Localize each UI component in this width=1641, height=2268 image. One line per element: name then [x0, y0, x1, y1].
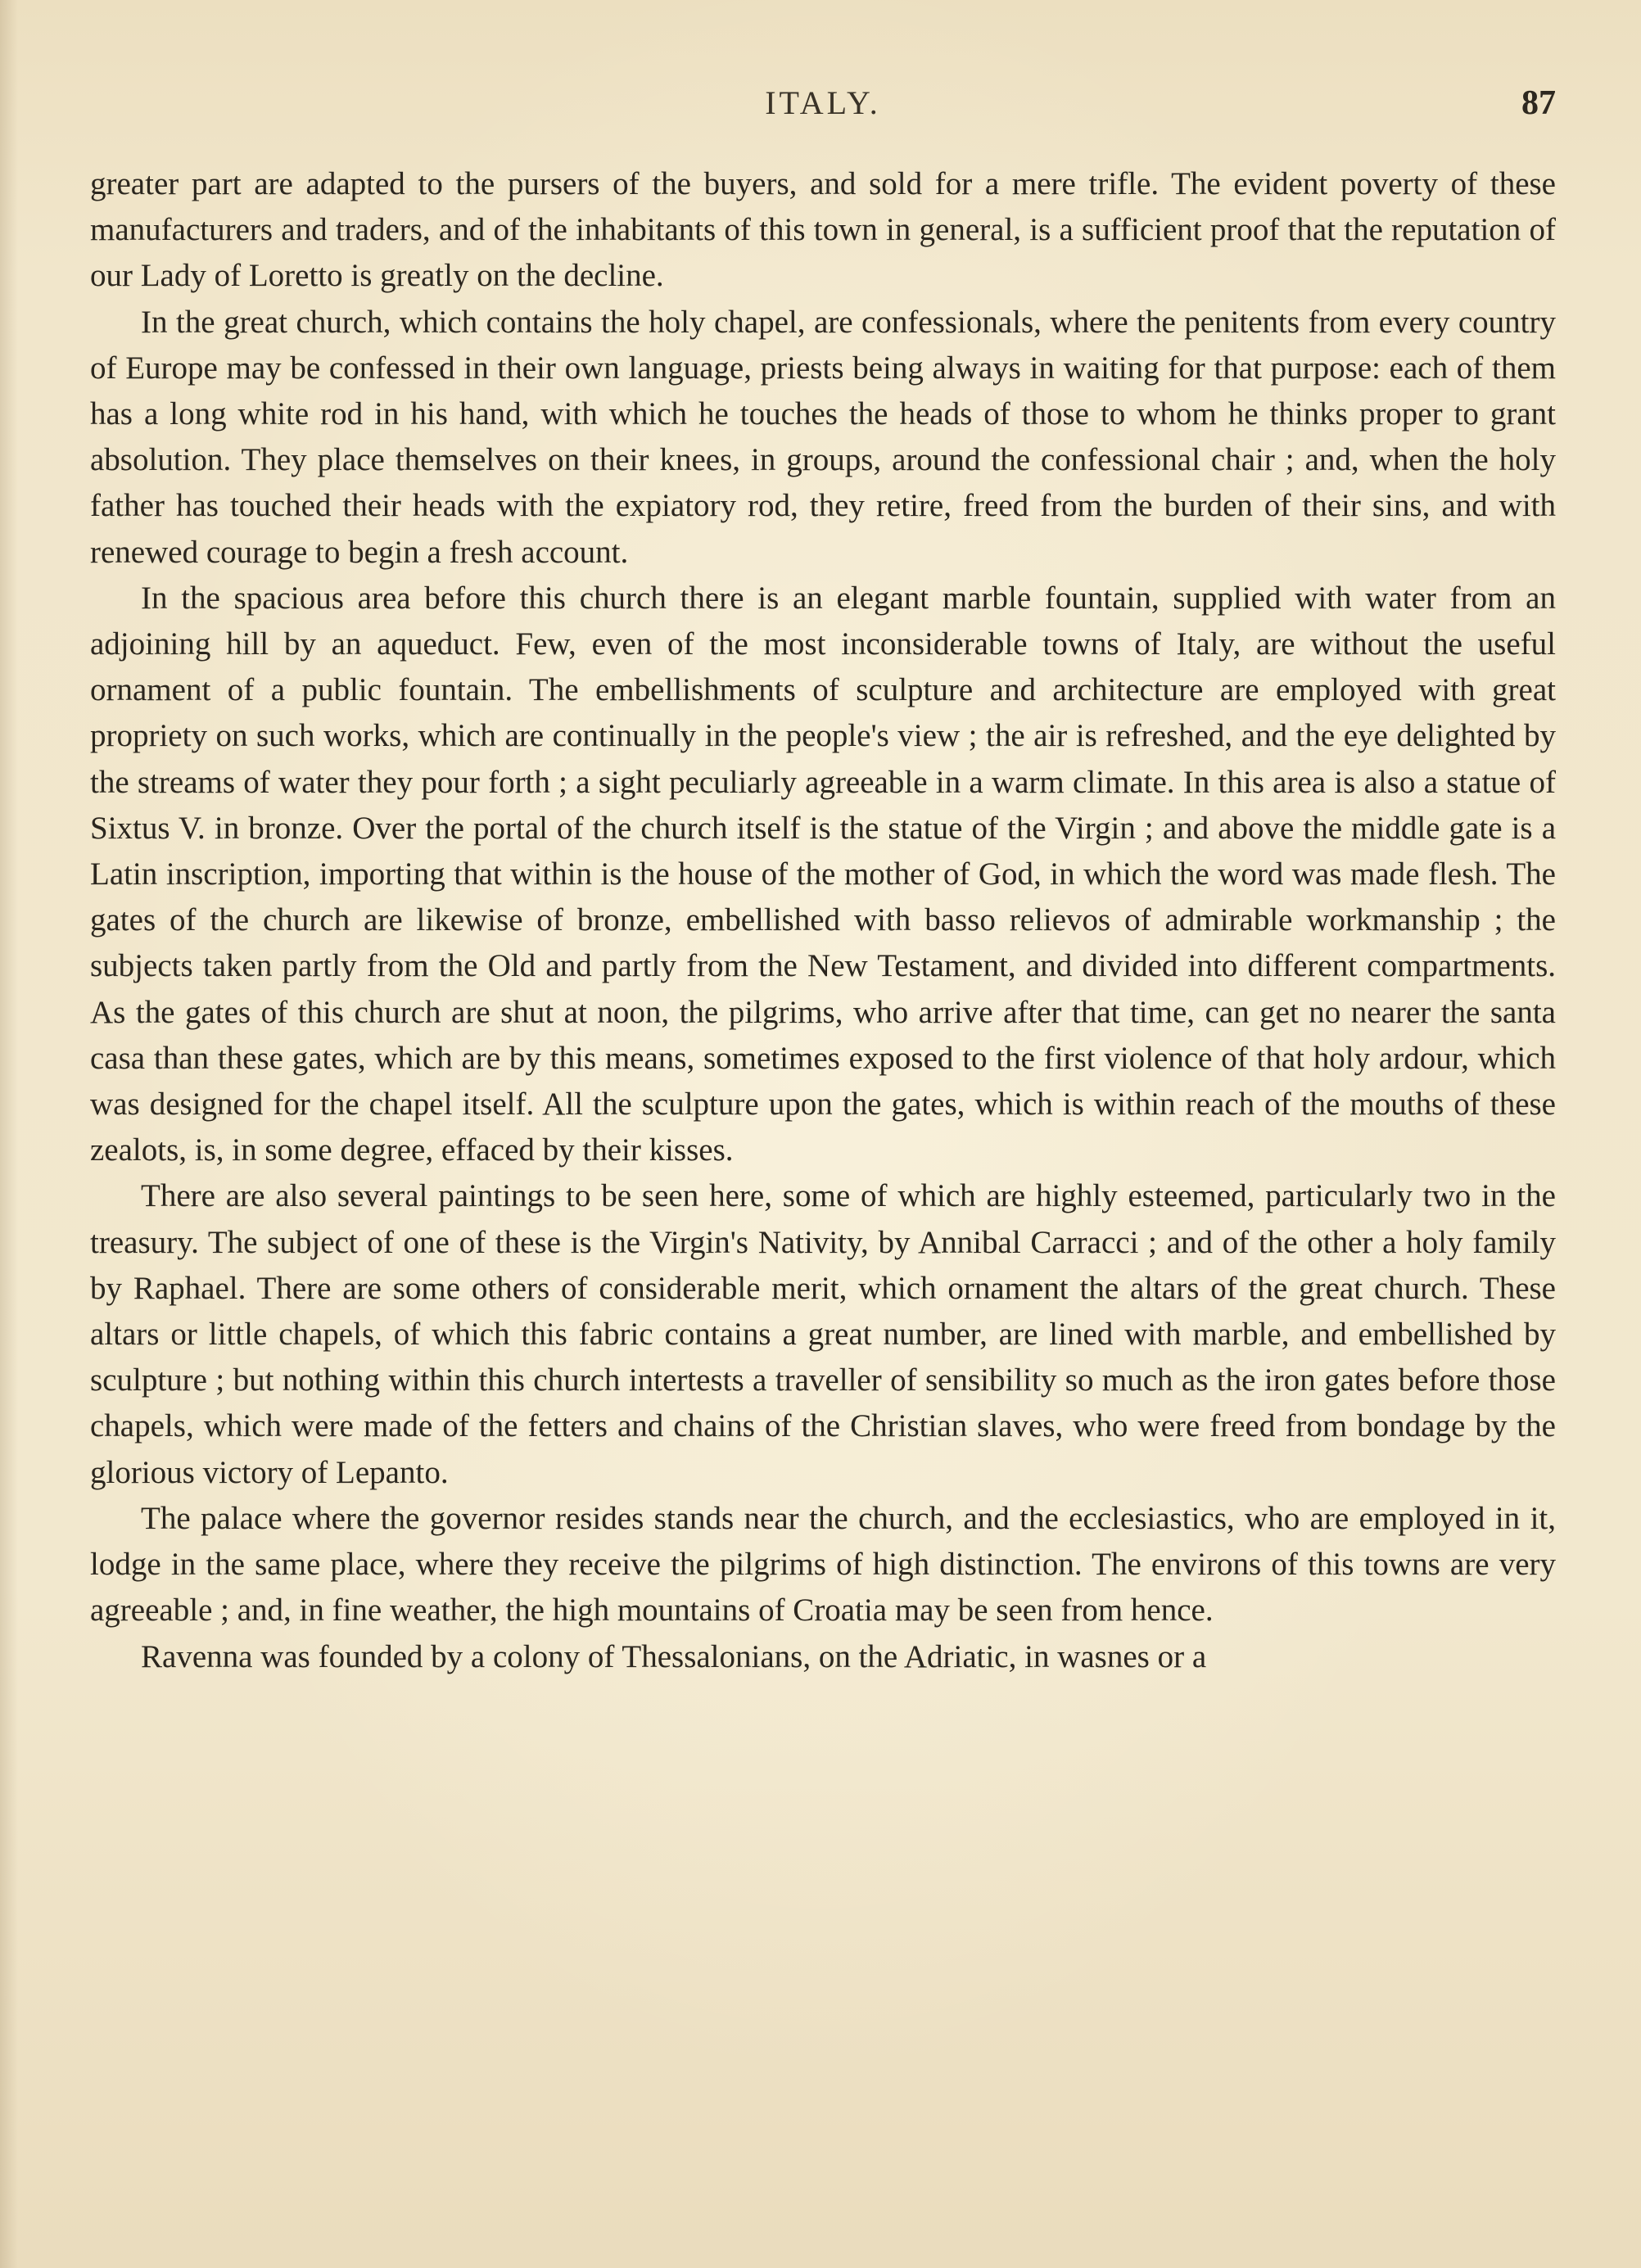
page-header: [90, 84, 1556, 133]
paragraph-paintings: There are also several paintings to be seen here, some of which are highly esteemed, particularly two in the treasury. The subject of one of these is the Virgin's Nativity, by Annibal Carracci ; and of the other a holy family by Raphael. There are some others of considerable merit, which ornament the altars of the great church. These altars or little chapels, of which this fabric contains a great number, are lined with marble, and embellished by sculpture ; but nothing within this church intertests a traveller of sensibility so much as the iron gates before those chapels, which were made of the fetters and chains of the Christian slaves, who were freed from bondage by the glorious victory of Lepanto.: [90, 1178, 1556, 1490]
paragraph-fountain: In the spacious area before this church there is an elegant marble fountain, supplied with water from an adjoining hill by an aqueduct. Few, even of the most inconsiderable towns of Italy, are without the useful ornament of a public fountain. The embellishments of sculpture and architecture are employed with great propriety on such works, which are continually in the people's view ; the air is refreshed, and the eye delighted by the streams of water they pour forth ; a sight peculiarly agreeable in a warm climate. In this area is also a statue of Sixtus V. in bronze. Over the portal of the church itself is the statue of the Virgin ; and above the middle gate is a Latin inscription, importing that within is the house of the mother of God, in which the word was made flesh. The gates of the church are likewise of bronze, embellished with basso relievos of admirable workmanship ; the subjects taken partly from the Old and partly from the New Testament, and divided into different compartments. As the gates of this church are shut at noon, the pilgrims, who arrive after that time, can get no nearer the santa casa than these gates, which are by this means, sometimes exposed to the first violence of that holy ardour, which was designed for the chapel itself. All the sculpture upon the gates, which is within reach of the mouths of these zealots, is, in some degree, effaced by their kisses.: [90, 580, 1556, 1168]
paragraph-continued: greater part are adapted to the pursers of the buyers, and sold for a mere trifle. The evident poverty of these manufacturers and traders, and of the inhabitants of this town in general, is a sufficient proof that the reputation of our Lady of Loretto is greatly on the decline.: [90, 166, 1556, 294]
page-edge-shadow: [0, 0, 18, 2268]
paragraph-palace: The palace where the governor resides stands near the church, and the ecclesiastics, who are employed in it, lodge in the same place, where they receive the pilgrims of high distinction. The environs of this towns are very agreeable ; and, in fine weather, the high mountains of Croatia may be seen from hence.: [90, 1500, 1556, 1629]
paragraph-ravenna: Ravenna was founded by a colony of Thessalonians, on the Adriatic, in wasnes or a: [141, 1638, 1207, 1674]
page-number: 87: [1521, 84, 1556, 122]
paragraph-confessionals: In the great church, which contains the holy chapel, are confessionals, where the penitents from every country of Europe may be confessed in their own language, priests being always in waiting for that purpose: each of them has a long white rod in his hand, with which he touches the heads of those to whom he thinks proper to grant absolution. They place themselves on their knees, in groups, around the confessional chair ; and, when the holy father has touched their heads with the expiatory rod, they retire, freed from the burden of their sins, and with renewed courage to begin a fresh account.: [90, 304, 1556, 570]
body-text: [90, 161, 1556, 1680]
running-head: ITALY.: [765, 84, 881, 121]
